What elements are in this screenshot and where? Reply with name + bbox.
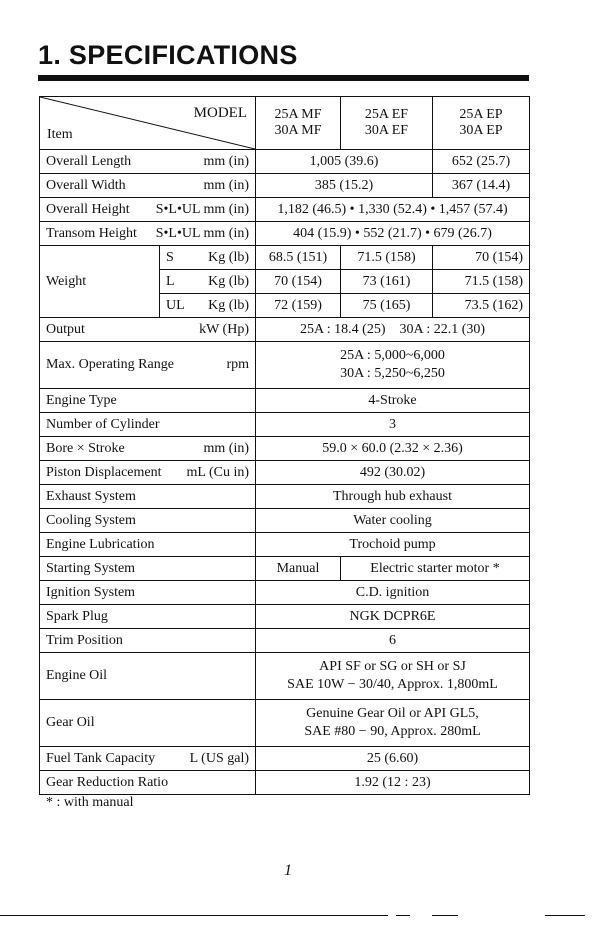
row-value: 1,005 (39.6) <box>256 150 433 174</box>
row-label: Fuel Tank Capacity L (US gal) <box>40 747 256 771</box>
table-row <box>40 198 530 222</box>
row-label: Trim Position <box>40 629 256 653</box>
row-label: Engine Lubrication <box>40 533 256 557</box>
table-row <box>40 557 530 581</box>
row-value: 75 (165) <box>341 294 433 318</box>
model-column-ep: 25A EP 30A EP <box>433 97 530 150</box>
table-row <box>40 605 530 629</box>
row-value: 1,182 (46.5) • 1,330 (52.4) • 1,457 (57.4) <box>256 198 530 222</box>
table-row <box>40 653 530 700</box>
model-column-ef: 25A EF 30A EF <box>341 97 433 150</box>
footer-dash <box>432 915 458 916</box>
row-value: Manual <box>256 557 341 581</box>
row-label: Output kW (Hp) <box>40 318 256 342</box>
row-value: 72 (159) <box>256 294 341 318</box>
table-row <box>40 485 530 509</box>
row-label: Max. Operating Range rpm <box>40 342 256 389</box>
row-label: Gear Oil <box>40 700 256 747</box>
row-label: Engine Oil <box>40 653 256 700</box>
table-header-row <box>40 97 530 150</box>
table-row <box>40 771 530 795</box>
table-row <box>40 246 530 270</box>
header-corner-cell <box>40 97 256 150</box>
footer-rule <box>0 915 388 916</box>
row-label: Spark Plug <box>40 605 256 629</box>
row-value: 367 (14.4) <box>433 174 530 198</box>
row-value: NGK DCPR6E <box>256 605 530 629</box>
row-label: Piston Displacement mL (Cu in) <box>40 461 256 485</box>
row-value: 6 <box>256 629 530 653</box>
model-column-mf: 25A MF 30A MF <box>256 97 341 150</box>
title-underline <box>38 75 529 81</box>
page-number: 1 <box>284 862 292 879</box>
table-row <box>40 389 530 413</box>
row-value: 652 (25.7) <box>433 150 530 174</box>
table-row <box>40 629 530 653</box>
row-value: 70 (154) <box>433 246 530 270</box>
footer-dash <box>545 915 585 916</box>
table-row <box>40 700 530 747</box>
row-value: 3 <box>256 413 530 437</box>
row-value: 68.5 (151) <box>256 246 341 270</box>
table-row <box>40 509 530 533</box>
row-value: 25A : 18.4 (25) 30A : 22.1 (30) <box>256 318 530 342</box>
row-label: Exhaust System <box>40 485 256 509</box>
row-label: Ignition System <box>40 581 256 605</box>
row-value: Trochoid pump <box>256 533 530 557</box>
weight-label: Weight <box>40 246 160 318</box>
row-value: Through hub exhaust <box>256 485 530 509</box>
row-value: 73.5 (162) <box>433 294 530 318</box>
row-value: 73 (161) <box>341 270 433 294</box>
row-value: C.D. ignition <box>256 581 530 605</box>
row-label: Overall Length mm (in) <box>40 150 256 174</box>
row-value: Genuine Gear Oil or API GL5, SAE #80 − 90, Approx. 280mL <box>256 700 530 747</box>
row-value: 71.5 (158) <box>433 270 530 294</box>
row-value: 385 (15.2) <box>256 174 433 198</box>
row-label: Transom Height S•L•UL mm (in) <box>40 222 256 246</box>
row-label: Engine Type <box>40 389 256 413</box>
table-row <box>40 413 530 437</box>
row-label: Gear Reduction Ratio <box>40 771 256 795</box>
footer-dash <box>396 915 410 916</box>
row-value: API SF or SG or SH or SJ SAE 10W − 30/40, Approx. 1,800mL <box>256 653 530 700</box>
row-value: 404 (15.9) • 552 (21.7) • 679 (26.7) <box>256 222 530 246</box>
table-row <box>40 342 530 389</box>
row-value: 25A : 5,000~6,000 30A : 5,250~6,250 <box>256 342 530 389</box>
table-row <box>40 581 530 605</box>
row-value: 4-Stroke <box>256 389 530 413</box>
table-row <box>40 174 530 198</box>
weight-sub-label: L Kg (lb) <box>160 270 256 294</box>
table-row <box>40 461 530 485</box>
row-label: Cooling System <box>40 509 256 533</box>
table-row <box>40 150 530 174</box>
row-value: 25 (6.60) <box>256 747 530 771</box>
row-label: Overall Width mm (in) <box>40 174 256 198</box>
row-label: Starting System <box>40 557 256 581</box>
table-row <box>40 533 530 557</box>
row-label: Number of Cylinder <box>40 413 256 437</box>
footnote: * : with manual <box>46 795 134 810</box>
model-header-label: MODEL <box>193 105 247 121</box>
specifications-table <box>39 96 530 795</box>
weight-sub-label: UL Kg (lb) <box>160 294 256 318</box>
row-value: 1.92 (12 : 23) <box>256 771 530 795</box>
row-value: 59.0 × 60.0 (2.32 × 2.36) <box>256 437 530 461</box>
row-label: Overall Height S•L•UL mm (in) <box>40 198 256 222</box>
row-label: Bore × Stroke mm (in) <box>40 437 256 461</box>
table-row <box>40 222 530 246</box>
row-value: 492 (30.02) <box>256 461 530 485</box>
item-header-label: Item <box>47 127 73 142</box>
row-value: Electric starter motor * <box>341 557 530 581</box>
row-value: 70 (154) <box>256 270 341 294</box>
table-row <box>40 747 530 771</box>
page-title: 1. SPECIFICATIONS <box>38 40 298 70</box>
weight-sub-label: S Kg (lb) <box>160 246 256 270</box>
table-row <box>40 437 530 461</box>
row-value: 71.5 (158) <box>341 246 433 270</box>
row-value: Water cooling <box>256 509 530 533</box>
table-row <box>40 318 530 342</box>
